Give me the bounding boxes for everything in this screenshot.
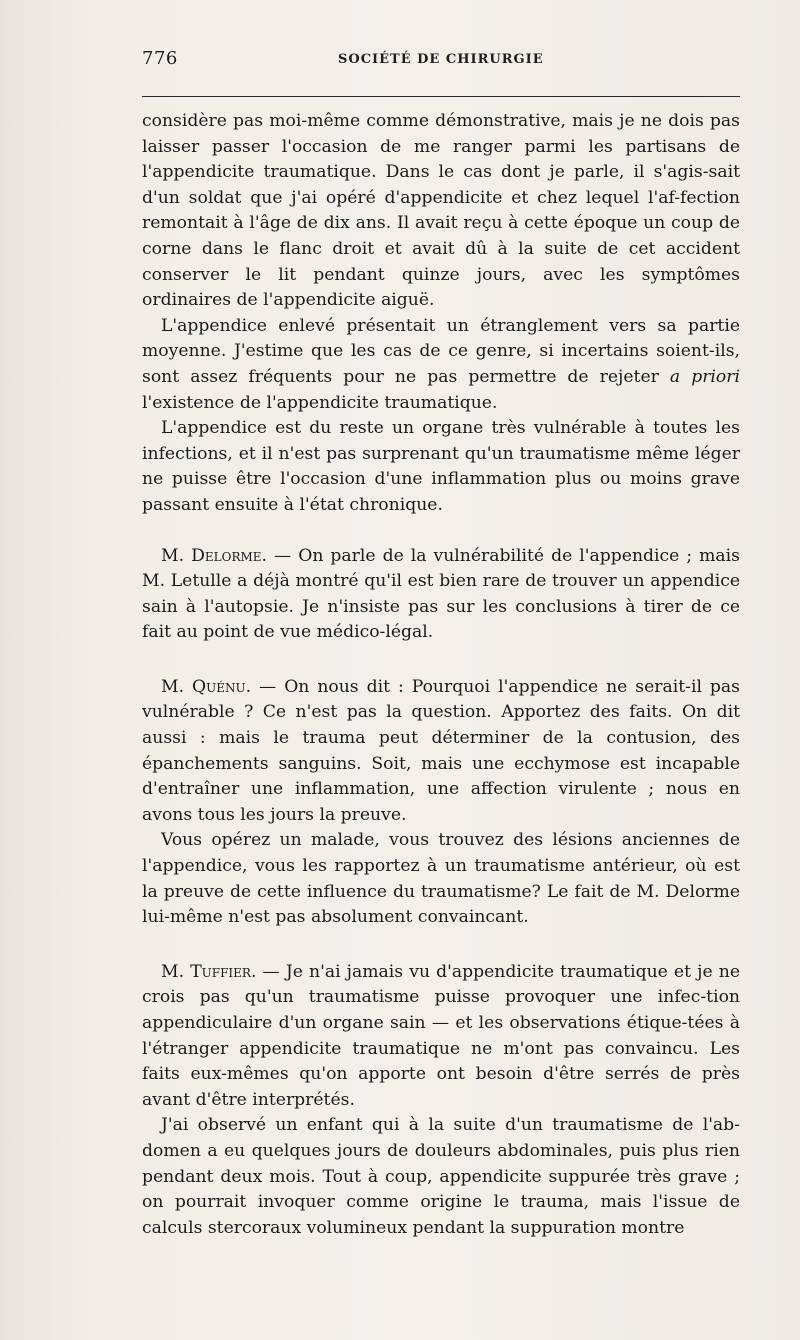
- page-number: 776: [142, 48, 178, 69]
- speech-text: . — Je n'ai jamais vu d'appendicite traumatique et je ne crois pas qu'un traumatisme puisse provoquer une infec-tion appendiculaire d'un organe sain — et les observations étique-tées à l'étranger appendicite traumatique ne m'ont pas convaincu. Les faits eux-mêmes qu'on apporte ont besoin d'être serrés de près avant d'être interprétés.: [142, 961, 740, 1110]
- speech-text: . — On nous dit : Pourquoi l'appendice ne serait-il pas vulnérable ? Ce n'est pas la question. Apportez des faits. On dit aussi : mais le trauma peut déterminer de la contusion, des épanchements sanguins. Soit, mais une ecchymose est incapable d'entraîner une inflammation, une affection virulente ; nous en avons tous les jours la preuve.: [142, 676, 740, 825]
- paragraph-vulnerable-organ: [142, 416, 740, 518]
- italic-phrase: a priori: [669, 366, 740, 387]
- page-body: [142, 109, 740, 1241]
- paragraph-text: l'existence de l'appendicite traumatique.: [142, 392, 498, 413]
- paragraph-text: Vous opérez un malade, vous trouvez des lésions anciennes de l'appendice, vous les rapportez à un traumatisme antérieur, où est la preuve de cette influence du traumatisme? Le fait de M. Delorme lui-même n'est pas absolument convaincant.: [142, 830, 740, 928]
- speaker-title: M.: [161, 676, 185, 697]
- speech-tuffier: [142, 960, 740, 1114]
- speaker-name: Delorme: [191, 545, 262, 566]
- speaker-title: M.: [161, 961, 185, 982]
- paragraph-text: L'appendice enlevé présentait un étranglement vers sa partie moyenne. J'estime que les cas de ce genre, si incertains soient-ils, sont assez fréquents pour ne pas permettre de rejeter: [142, 315, 740, 387]
- paragraph-tuffier-continued: [142, 1113, 740, 1241]
- paragraph-quenu-continued: [142, 828, 740, 930]
- running-title: SOCIÉTÉ DE CHIRURGIE: [338, 52, 544, 67]
- speaker-name: Tuffier: [190, 961, 251, 982]
- speaker-title: M.: [161, 545, 185, 566]
- header-rule: [142, 96, 740, 97]
- speech-quenu: [142, 675, 740, 829]
- paragraph-text: considère pas moi-même comme démonstrative, mais je ne dois pas laisser passer l'occasion de me ranger parmi les partisans de l'appendicite traumatique. Dans le cas dont je parle, il s'agis-sait d'un soldat que j'ai opéré d'appendicite et chez lequel l'af-fection remontait à l'âge de dix ans. Il avait reçu à cette époque un coup de corne dans le flanc droit et avait dû à la suite de cet accident conserver le lit pendant quinze jours, avec les symptômes ordinaires de l'appendicite aiguë.: [142, 111, 740, 311]
- page-header: [142, 50, 740, 72]
- speech-text: . — On parle de la vulnérabilité de l'appendice ; mais M. Letulle a déjà montré qu'il est bien rare de trouver un appendice sain à l'autopsie. Je n'insiste pas sur les conclusions à tirer de ce fait au point de vue médico-légal.: [142, 545, 741, 643]
- paragraph-text: J'ai observé un enfant qui à la suite d'un traumatisme de l'ab-domen a eu quelques jours de douleurs abdominales, puis plus rien pendant deux mois. Tout à coup, appendicite suppurée très grave ; on pourrait invoquer comme origine le trauma, mais l'issue de calculs stercoraux volumineux pendant la suppuration montre: [142, 1115, 740, 1238]
- speech-delorme: [142, 544, 740, 646]
- paragraph-appendix-strangulation: [142, 314, 740, 416]
- paragraph-text: L'appendice est du reste un organe très vulnérable à toutes les infections, et il n'est pas surprenant qu'un traumatisme même léger ne puisse être l'occasion d'une inflammation plus ou moins grave passant ensuite à l'état chronique.: [142, 418, 740, 515]
- paragraph-continuation: [142, 109, 740, 314]
- speaker-name: Quénu: [192, 676, 246, 697]
